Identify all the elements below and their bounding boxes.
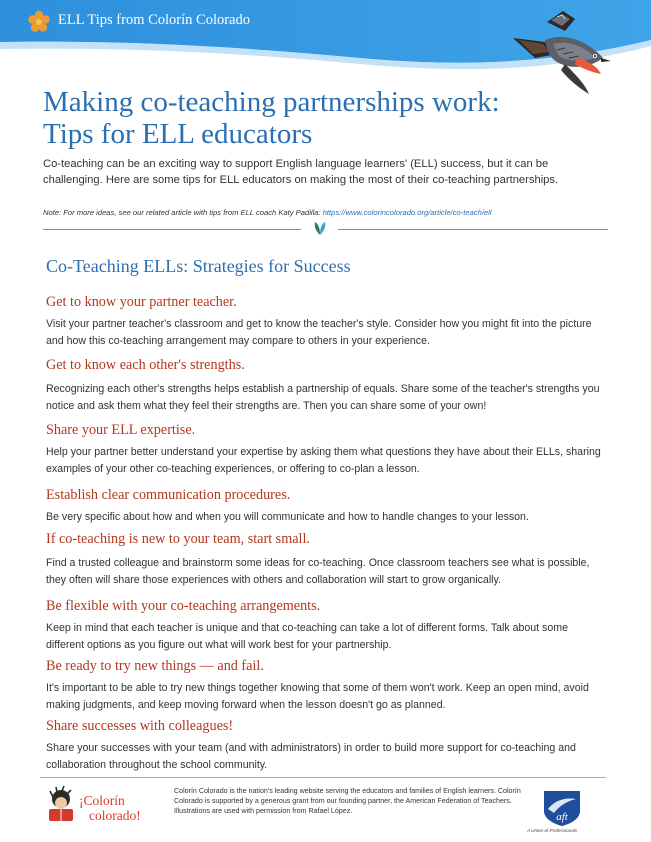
logo-line-1: ¡Colorín: [79, 793, 125, 808]
footer-divider: [40, 777, 606, 778]
page-title-line-2: Tips for ELL educators: [43, 118, 313, 150]
tip-item: [46, 717, 601, 773]
tip-body: Share your successes with your team (and with administrators) in order to build more support for co-teaching and collaboration throughout the school community.: [46, 742, 576, 771]
tip-item: [46, 530, 601, 588]
divider-left: [43, 229, 301, 230]
tip-item: [46, 421, 601, 477]
tip-item: [46, 293, 601, 349]
aft-tagline: A Union of Professionals: [527, 828, 578, 833]
page-title-line-1: Making co-teaching partnerships work:: [43, 86, 500, 118]
tip-body: Be very specific about how and when you will communicate and how to handle changes to your lesson.: [46, 511, 529, 523]
colorin-colorado-logo: [45, 785, 165, 825]
tip-heading: If co-teaching is new to your team, start small.: [46, 531, 310, 547]
tip-body: Recognizing each other's strengths helps establish a partnership of equals. Share some of the teacher's strengths you notice and ask them what they feel their strengths are. Then you can share some of your own!: [46, 383, 600, 412]
related-article-link[interactable]: https://www.colorincolorado.org/article/co-teach/ell: [322, 208, 492, 217]
flower-icon: [27, 10, 51, 34]
related-article-note: [43, 208, 603, 217]
footer-text: Colorín Colorado is the nation's leading website serving the educators and families of English learners. Colorín Colorado is supported by a generous grant from our founding partner, the American Federation of Teachers. Illustrations are used with permission from Rafael López.: [174, 787, 521, 815]
aft-logo-text: aft: [556, 811, 568, 823]
leaf-icon: [311, 219, 329, 237]
tip-body: Help your partner better understand your expertise by asking them what questions they have about their ELLs, sharing examples of your other co-teaching experiences, or offering to co-plan a lesson.: [46, 446, 601, 475]
section-title: Co-Teaching ELLs: Strategies for Success: [46, 256, 351, 276]
tip-body: It's important to be able to try new things together knowing that some of them won't work. Keep an open mind, avoid making judgments, and keep moving forward when the lesson doesn't go as planned.: [46, 682, 589, 711]
tip-heading: Share your ELL expertise.: [46, 422, 196, 438]
page-title: [43, 86, 583, 150]
tip-body: Keep in mind that each teacher is unique and that co-teaching can take a lot of different forms. Talk about some different options as you figure out what will work best for your partnership.: [46, 622, 568, 651]
tip-item: [46, 597, 601, 653]
header-title: ELL Tips from Colorín Colorado: [58, 12, 250, 28]
intro-paragraph: Co-teaching can be an exciting way to support English language learners' (ELL) success, but it can be challenging. Here are some tips for ELL educators on making the most of their co-teaching partnerships.: [43, 158, 559, 186]
note-text: Note: For more ideas, see our related article with tips from ELL coach Katy Padilla:: [43, 208, 323, 217]
tip-heading: Share successes with colleagues!: [46, 718, 234, 734]
tip-item: [46, 356, 601, 414]
logo-line-2: colorado!: [89, 808, 141, 823]
tip-heading: Establish clear communication procedures.: [46, 487, 291, 503]
tip-body: Visit your partner teacher's classroom and get to know the teacher's style. Consider how you might fit into the picture and how this co-teaching arrangement may compare to others in your experience.: [46, 318, 592, 347]
aft-logo: [540, 787, 584, 827]
tip-body: Find a trusted colleague and brainstorm some ideas for co-teaching. Once classroom teachers see what is possible, they often will share those experiences with others and collaboration will start to grow organically.: [46, 557, 590, 586]
divider-right: [338, 229, 608, 230]
tip-heading: Be ready to try new things — and fail.: [46, 658, 264, 674]
tip-heading: Get to know each other's strengths.: [46, 357, 245, 373]
tip-item: [46, 486, 601, 526]
tip-item: [46, 657, 601, 713]
tip-heading: Be flexible with your co-teaching arrangements.: [46, 598, 321, 614]
tip-heading: Get to know your partner teacher.: [46, 294, 237, 310]
